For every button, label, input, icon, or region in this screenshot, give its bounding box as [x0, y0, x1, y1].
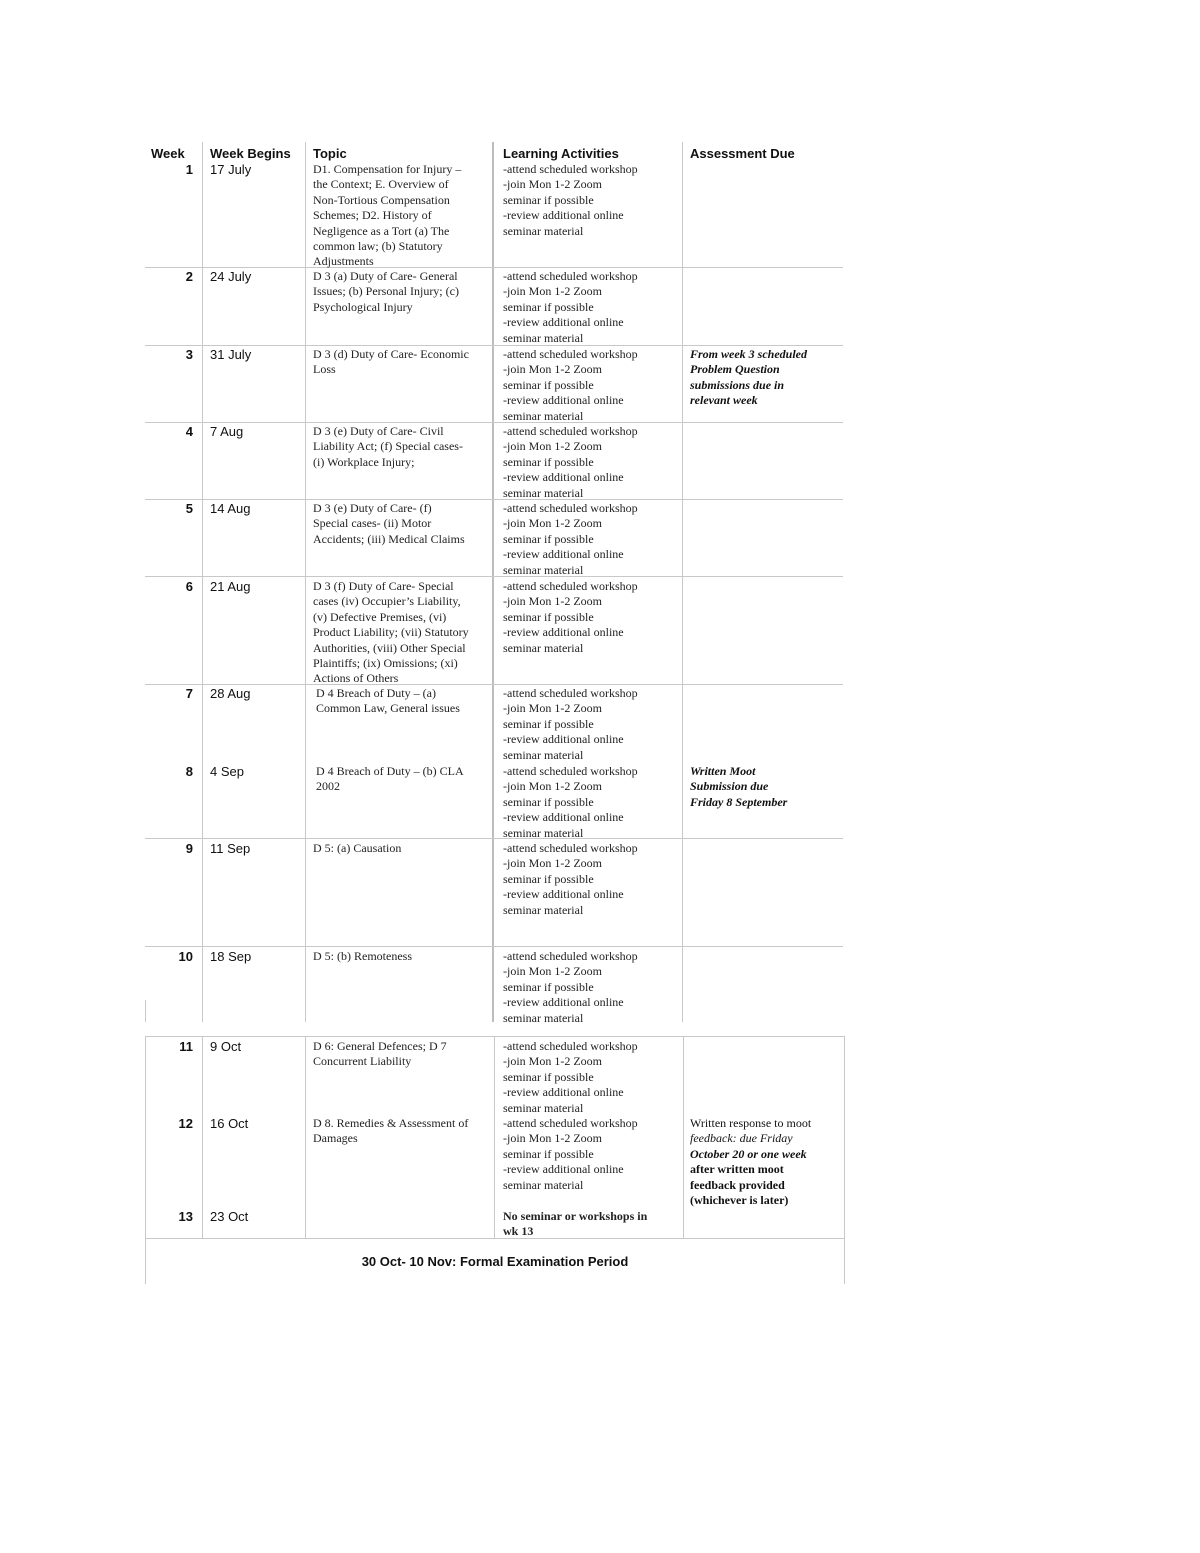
activity-line: seminar if possible — [503, 454, 594, 469]
topic-line: Accidents; (iii) Medical Claims — [313, 531, 465, 546]
activity-line: seminar if possible — [503, 979, 594, 994]
activity-line: -join Mon 1-2 Zoom — [503, 177, 602, 192]
activities-cell — [503, 1039, 638, 1116]
activity-line: -attend scheduled workshop — [503, 1039, 638, 1053]
activities-cell — [503, 949, 638, 1026]
activities-cell — [503, 162, 638, 239]
activity-line: -review additional online — [503, 625, 624, 640]
activities-cell — [503, 501, 638, 578]
activity-line: seminar material — [503, 747, 584, 762]
activity-line: seminar if possible — [503, 192, 594, 207]
activity-line: -review additional online — [503, 315, 624, 330]
topic-line: D1. Compensation for Injury – — [313, 162, 462, 176]
topic-cell — [313, 162, 461, 270]
topic-line: (v) Defective Premises, (vi) — [313, 609, 447, 624]
topic-line: D 4 Breach of Duty – (a) — [316, 686, 436, 700]
activity-line: seminar material — [503, 1100, 584, 1115]
activities-cell — [503, 1209, 647, 1240]
week-number: 5 — [185, 501, 193, 516]
header-assessment-due: Assessment Due — [690, 146, 795, 161]
activity-line: -join Mon 1-2 Zoom — [503, 964, 602, 979]
activity-line: seminar material — [503, 1177, 584, 1192]
row-divider — [145, 1238, 845, 1239]
topic-line: D 3 (e) Duty of Care- Civil — [313, 424, 444, 438]
header-learning-activities: Learning Activities — [503, 146, 619, 161]
topic-line: Schemes; D2. History of — [313, 208, 432, 223]
topic-cell — [313, 501, 465, 547]
activity-line: seminar if possible — [503, 1146, 594, 1161]
activity-line: seminar material — [503, 640, 584, 655]
topic-line: Non-Tortious Compensation — [313, 192, 450, 207]
activity-line: -attend scheduled workshop — [503, 686, 638, 700]
exam-period-note: 30 Oct- 10 Nov: Formal Examination Period — [361, 1254, 629, 1269]
table-border — [844, 1036, 845, 1284]
topic-cell — [313, 424, 463, 470]
topic-line: Loss — [313, 362, 336, 377]
column-divider — [305, 1036, 306, 1238]
week-number: 4 — [185, 424, 193, 439]
topic-line: D 3 (a) Duty of Care- General — [313, 269, 458, 283]
activity-line: No seminar or workshops in — [503, 1209, 648, 1223]
activities-cell — [503, 579, 638, 656]
assessment-line: Submission due — [690, 779, 769, 794]
week-number: 1 — [185, 162, 193, 177]
row-divider — [145, 499, 843, 500]
topic-line: Damages — [313, 1131, 358, 1146]
row-divider — [145, 576, 843, 577]
topic-line: D 3 (f) Duty of Care- Special — [313, 579, 454, 593]
topic-line: Product Liability; (vii) Statutory — [313, 625, 469, 640]
topic-cell — [313, 269, 459, 315]
week-begins-date: 31 July — [210, 347, 252, 362]
activity-line: seminar material — [503, 330, 584, 345]
assessment-line: after written moot — [690, 1162, 784, 1177]
activity-line: -review additional online — [503, 470, 624, 485]
topic-line: Authorities, (viii) Other Special — [313, 640, 466, 655]
week-begins-date: 23 Oct — [210, 1209, 249, 1224]
assessment-line: Written Moot — [690, 764, 756, 778]
column-divider — [145, 1000, 146, 1022]
activity-line: -attend scheduled workshop — [503, 579, 638, 593]
activity-line: wk 13 — [503, 1224, 534, 1239]
topic-line: cases (iv) Occupier’s Liability, — [313, 594, 461, 609]
activity-line: seminar material — [503, 223, 584, 238]
table-border — [145, 1036, 146, 1284]
week-begins-date: 24 July — [210, 269, 252, 284]
assessment-line: (whichever is later) — [690, 1193, 789, 1208]
activities-cell — [503, 347, 638, 424]
week-begins-date: 11 Sep — [210, 841, 251, 856]
activity-line: -review additional online — [503, 547, 624, 562]
activity-line: seminar if possible — [503, 531, 594, 546]
topic-line: D 5: (a) Causation — [313, 841, 402, 855]
header-topic: Topic — [313, 146, 347, 161]
week-begins-date: 18 Sep — [210, 949, 252, 964]
row-divider — [145, 1036, 845, 1037]
topic-line: D 6: General Defences; D 7 — [313, 1039, 447, 1053]
activity-line: -review additional online — [503, 887, 624, 902]
activity-line: -review additional online — [503, 732, 624, 747]
activity-line: -join Mon 1-2 Zoom — [503, 1131, 602, 1146]
assessment-cell — [690, 764, 787, 810]
assessment-line: relevant week — [690, 393, 758, 408]
activities-cell — [503, 269, 638, 346]
column-divider — [305, 142, 306, 1022]
assessment-line: feedback: due Friday — [690, 1131, 793, 1146]
assessment-line: Written response to moot — [690, 1116, 812, 1130]
topic-line: Issues; (b) Personal Injury; (c) — [313, 284, 459, 299]
topic-cell — [313, 841, 401, 856]
row-divider — [145, 267, 843, 268]
week-number: 10 — [178, 949, 193, 964]
activity-line: seminar material — [503, 562, 584, 577]
week-number: 12 — [178, 1116, 193, 1131]
activities-cell — [503, 764, 638, 841]
week-begins-date: 14 Aug — [210, 501, 251, 516]
header-week: Week — [151, 146, 185, 161]
topic-line: Negligence as a Tort (a) The — [313, 223, 450, 238]
topic-line: Actions of Others — [313, 671, 399, 686]
topic-line: Psychological Injury — [313, 299, 413, 314]
activity-line: -review additional online — [503, 208, 624, 223]
assessment-line: October 20 or one week — [690, 1146, 807, 1161]
activity-line: seminar if possible — [503, 794, 594, 809]
activity-line: seminar if possible — [503, 609, 594, 624]
week-begins-date: 21 Aug — [210, 579, 251, 594]
activity-line: seminar material — [503, 825, 584, 840]
header-week-begins: Week Begins — [210, 146, 291, 161]
assessment-cell — [690, 1116, 811, 1208]
week-number: 11 — [179, 1039, 193, 1054]
activity-line: -join Mon 1-2 Zoom — [503, 362, 602, 377]
topic-cell — [313, 1116, 468, 1147]
activity-line: -join Mon 1-2 Zoom — [503, 594, 602, 609]
week-begins-date: 17 July — [210, 162, 252, 177]
week-number: 9 — [185, 841, 193, 856]
activity-line: seminar material — [503, 1010, 584, 1025]
week-number: 13 — [178, 1209, 193, 1224]
week-number: 3 — [185, 347, 193, 362]
week-begins-date: 9 Oct — [210, 1039, 242, 1054]
topic-line: D 4 Breach of Duty – (b) CLA — [316, 764, 464, 778]
column-divider — [682, 142, 683, 1022]
activity-line: -join Mon 1-2 Zoom — [503, 856, 602, 871]
activity-line: -attend scheduled workshop — [503, 841, 638, 855]
assessment-line: Friday 8 September — [690, 794, 788, 809]
topic-cell — [316, 764, 464, 795]
activity-line: -join Mon 1-2 Zoom — [503, 1054, 602, 1069]
activity-line: -review additional online — [503, 810, 624, 825]
topic-line: D 5: (b) Remoteness — [313, 949, 412, 963]
activity-line: seminar if possible — [503, 1069, 594, 1084]
week-begins-date: 4 Sep — [210, 764, 244, 779]
activity-line: -join Mon 1-2 Zoom — [503, 701, 602, 716]
topic-line: common law; (b) Statutory — [313, 239, 443, 254]
column-divider — [492, 142, 494, 1022]
activities-cell — [503, 841, 638, 918]
activity-line: -attend scheduled workshop — [503, 1116, 638, 1130]
topic-line: Concurrent Liability — [313, 1054, 412, 1069]
activity-line: -attend scheduled workshop — [503, 424, 638, 438]
activity-line: seminar material — [503, 408, 584, 423]
week-number: 6 — [185, 579, 193, 594]
activity-line: -attend scheduled workshop — [503, 949, 638, 963]
topic-line: Liability Act; (f) Special cases- — [313, 439, 463, 454]
assessment-line: feedback provided — [690, 1177, 785, 1192]
column-divider — [202, 142, 203, 1022]
activity-line: -attend scheduled workshop — [503, 347, 638, 361]
assessment-line: submissions due in — [690, 377, 785, 392]
activity-line: -review additional online — [503, 995, 624, 1010]
week-number: 2 — [185, 269, 193, 284]
column-divider — [202, 1036, 203, 1238]
activity-line: -join Mon 1-2 Zoom — [503, 516, 602, 531]
assessment-cell — [690, 347, 807, 409]
topic-line: Special cases- (ii) Motor — [313, 516, 432, 531]
row-divider — [145, 422, 843, 423]
activity-line: -join Mon 1-2 Zoom — [503, 284, 602, 299]
assessment-line: Problem Question — [690, 362, 780, 377]
activity-line: -attend scheduled workshop — [503, 764, 638, 778]
topic-line: 2002 — [316, 779, 340, 794]
activity-line: seminar material — [503, 902, 584, 917]
week-begins-date: 28 Aug — [210, 686, 251, 701]
activity-line: seminar if possible — [503, 716, 594, 731]
activity-line: seminar if possible — [503, 377, 594, 392]
topic-cell — [313, 949, 412, 964]
activities-cell — [503, 686, 638, 763]
topic-cell — [313, 1039, 447, 1070]
topic-line: Adjustments — [313, 254, 374, 269]
activity-line: seminar material — [503, 485, 584, 500]
week-number: 8 — [185, 764, 193, 779]
activity-line: -join Mon 1-2 Zoom — [503, 439, 602, 454]
row-divider — [145, 684, 843, 685]
activities-cell — [503, 424, 638, 501]
activities-cell — [503, 1116, 638, 1193]
topic-cell — [313, 579, 469, 687]
topic-line: the Context; E. Overview of — [313, 177, 449, 192]
activity-line: seminar if possible — [503, 871, 594, 886]
topic-line: Common Law, General issues — [316, 701, 460, 716]
topic-line: D 8. Remedies & Assessment of — [313, 1116, 469, 1130]
activity-line: -review additional online — [503, 393, 624, 408]
topic-line: (i) Workplace Injury; — [313, 454, 415, 469]
topic-cell — [313, 347, 469, 378]
activity-line: -review additional online — [503, 1162, 624, 1177]
activity-line: -review additional online — [503, 1085, 624, 1100]
week-number: 7 — [185, 686, 193, 701]
activity-line: -attend scheduled workshop — [503, 162, 638, 176]
activity-line: -join Mon 1-2 Zoom — [503, 779, 602, 794]
topic-line: D 3 (d) Duty of Care- Economic — [313, 347, 469, 361]
activity-line: seminar if possible — [503, 299, 594, 314]
activity-line: -attend scheduled workshop — [503, 501, 638, 515]
topic-line: D 3 (e) Duty of Care- (f) — [313, 501, 432, 515]
assessment-line: From week 3 scheduled — [690, 347, 807, 361]
topic-line: Plaintiffs; (ix) Omissions; (xi) — [313, 656, 458, 671]
column-divider — [683, 1036, 684, 1238]
row-divider — [145, 838, 843, 839]
week-begins-date: 7 Aug — [210, 424, 244, 439]
row-divider — [145, 946, 843, 947]
topic-cell — [316, 686, 460, 717]
week-begins-date: 16 Oct — [210, 1116, 249, 1131]
activity-line: -attend scheduled workshop — [503, 269, 638, 283]
row-divider — [145, 345, 843, 346]
column-divider — [494, 1036, 495, 1238]
